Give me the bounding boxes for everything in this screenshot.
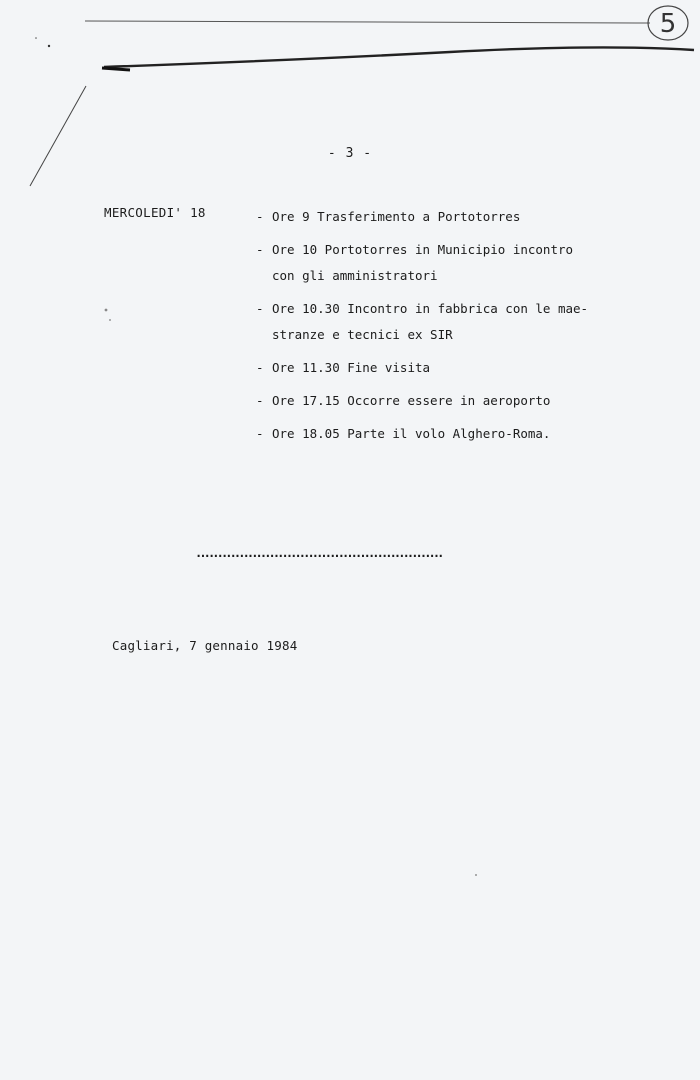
list-dash: - <box>256 301 264 316</box>
place-and-date: Cagliari, 7 gennaio 1984 <box>112 638 298 653</box>
speck <box>35 37 37 39</box>
dotted-separator: ......................................................... <box>195 546 442 560</box>
list-dash: - <box>256 426 264 441</box>
schedule-item-text: Ore 9 Trasferimento a Portotorres <box>272 209 521 224</box>
page-number: - 3 - <box>327 146 373 161</box>
schedule-list <box>256 204 636 454</box>
schedule-item <box>256 388 636 414</box>
corner-fold-line <box>30 86 86 186</box>
top-rule <box>85 21 650 23</box>
binding-stroke-left <box>102 68 130 70</box>
schedule-item <box>256 355 636 381</box>
speck <box>475 874 477 876</box>
schedule-item-text-continued: stranze e tecnici ex SIR <box>272 327 453 342</box>
speck <box>109 319 111 321</box>
schedule-item-text-continued: con gli amministratori <box>272 268 438 283</box>
handwritten-page-annotation: 5 <box>659 9 677 39</box>
schedule-item <box>256 296 636 348</box>
list-dash: - <box>256 393 264 408</box>
list-dash: - <box>256 209 264 224</box>
schedule-item-text: Ore 10 Portotorres in Municipio incontro <box>272 242 574 257</box>
schedule-item-text: Ore 10.30 Incontro in fabbrica con le mae- <box>272 301 589 316</box>
schedule-item <box>256 421 636 447</box>
list-dash: - <box>256 360 264 375</box>
binding-stroke <box>104 47 694 67</box>
schedule-item-text: Ore 11.30 Fine visita <box>272 360 431 375</box>
speck <box>48 45 50 47</box>
list-dash: - <box>256 242 264 257</box>
day-label: MERCOLEDI' 18 <box>104 205 206 220</box>
schedule-item-text: Ore 18.05 Parte il volo Alghero-Roma. <box>272 426 551 441</box>
schedule-item <box>256 237 636 289</box>
schedule-item-text: Ore 17.15 Occorre essere in aeroporto <box>272 393 551 408</box>
schedule-item <box>256 204 636 230</box>
speck <box>105 309 108 312</box>
